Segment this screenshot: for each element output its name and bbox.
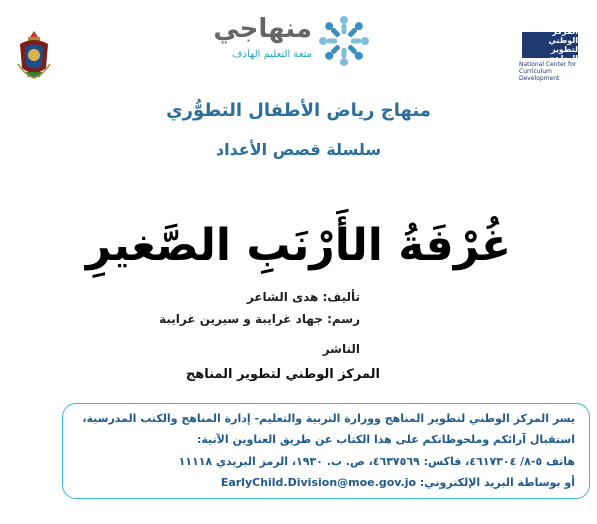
minhaji-tagline: متعة التعليم الهادف bbox=[232, 49, 312, 60]
contact-line-request: استقبال آرائكم وملحوظاتكم على هذا الكتاب عن طريق العناوين الآتية: bbox=[196, 433, 575, 446]
publisher-name: المركز الوطني لتطوير المناهج bbox=[185, 367, 380, 382]
contact-line-email[interactable]: أو بوساطة البريد الإلكتروني: EarlyChild.Division@moe.gov.jo bbox=[220, 476, 575, 489]
ncc-logo-box: المركز الوطني لتطوير المناهج bbox=[522, 32, 578, 58]
contact-line-phone: هاتف ٥-٨/ ٤٦١٧٣٠٤، فاكس: ٤٦٣٧٥٦٩، ص. ب. ١٩٣٠، الرمز البريدي ١١١١٨ bbox=[178, 455, 575, 468]
series-title: منهاج رياض الأطفال التطوُّري bbox=[166, 100, 431, 121]
jordan-emblem-icon bbox=[14, 28, 54, 82]
illustrator-credit: رسم: جهاد غرايبة و سيرين غرايبة bbox=[159, 312, 360, 326]
contact-line-intro: يسر المركز الوطني لتطوير المناهج ووزارة التربية والتعليم- إدارة المناهج والكتب المدرسية، bbox=[82, 412, 575, 425]
publisher-label: الناشر bbox=[322, 342, 360, 356]
minhaji-people-icon bbox=[315, 12, 373, 70]
contact-box bbox=[62, 403, 590, 499]
minhaji-logo-text: منهاجي bbox=[213, 14, 312, 44]
book-title: غُرْفَةُ الأَرْنَبِ الصَّغيرِ bbox=[85, 220, 512, 271]
series-subtitle: سلسلة قصص الأعداد bbox=[215, 140, 382, 159]
author-credit: تأليف: هدى الشاعر bbox=[246, 290, 360, 304]
ncc-logo-english: National Center for Curriculum Development bbox=[519, 61, 577, 82]
